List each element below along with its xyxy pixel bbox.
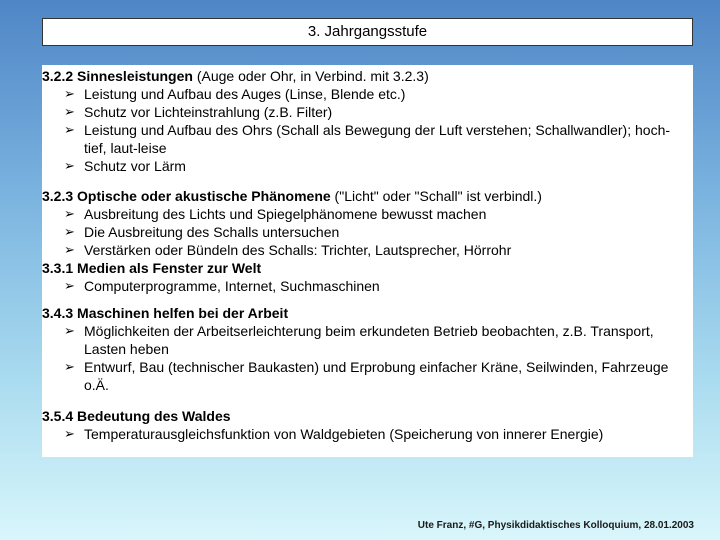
footer-credit: Ute Franz, #G, Physikdidaktisches Kolloquium, 28.01.2003	[417, 520, 694, 531]
arrow-bullet-icon: ➢	[64, 206, 75, 221]
section-suffix: (Auge oder Ohr, in Verbind. mit 3.2.3)	[192, 68, 429, 84]
list-item-text: Temperaturausgleichsfunktion von Waldgebieten (Speicherung von innerer Energie)	[84, 426, 604, 442]
section-3-4-3	[42, 304, 687, 394]
section-3-2-3	[42, 187, 687, 259]
list-item-text: Schutz vor Lichteinstrahlung (z.B. Filter)	[84, 104, 333, 120]
arrow-bullet-icon: ➢	[64, 158, 75, 173]
list-item-text: Leistung und Aufbau des Ohrs (Schall als Bewegung der Luft verstehen; Schallwandler); hoch-tief, laut-leise	[84, 122, 671, 156]
section-suffix: ("Licht" oder "Schall" ist verbindl.)	[330, 188, 542, 204]
list-item	[42, 277, 687, 295]
list-item-text: Entwurf, Bau (technischer Baukasten) und Erprobung einfacher Kräne, Seilwinden, Fahrzeuge o.Ä.	[84, 359, 669, 393]
bullet-list	[42, 425, 687, 443]
list-item	[42, 121, 687, 157]
arrow-bullet-icon: ➢	[64, 359, 75, 374]
section-heading	[42, 304, 687, 322]
section-number-title: 3.2.3 Optische oder akustische Phänomene	[42, 188, 331, 204]
list-item	[42, 223, 687, 241]
curriculum-content	[42, 65, 693, 457]
bullet-list	[42, 322, 687, 394]
bullet-list	[42, 85, 687, 175]
bullet-list	[42, 277, 687, 295]
section-3-2-2	[42, 67, 687, 175]
arrow-bullet-icon: ➢	[64, 323, 75, 338]
list-item	[42, 322, 687, 358]
section-number-title: 3.4.3 Maschinen helfen bei der Arbeit	[42, 305, 289, 321]
arrow-bullet-icon: ➢	[64, 242, 75, 257]
list-item	[42, 358, 687, 394]
section-heading	[42, 259, 687, 277]
list-item	[42, 241, 687, 259]
list-item-text: Ausbreitung des Lichts und Spiegelphänomene bewusst machen	[84, 206, 487, 222]
list-item-text: Verstärken oder Bündeln des Schalls: Trichter, Lautsprecher, Hörrohr	[84, 242, 512, 258]
list-item-text: Die Ausbreitung des Schalls untersuchen	[84, 224, 340, 240]
list-item	[42, 85, 687, 103]
arrow-bullet-icon: ➢	[64, 86, 75, 101]
section-3-5-4	[42, 407, 687, 443]
list-item-text: Leistung und Aufbau des Auges (Linse, Blende etc.)	[84, 86, 406, 102]
section-heading	[42, 67, 687, 85]
bullet-list	[42, 205, 687, 259]
arrow-bullet-icon: ➢	[64, 224, 75, 239]
arrow-bullet-icon: ➢	[64, 104, 75, 119]
section-number-title: 3.5.4 Bedeutung des Waldes	[42, 408, 231, 424]
section-3-3-1	[42, 259, 687, 295]
arrow-bullet-icon: ➢	[64, 278, 75, 293]
list-item	[42, 103, 687, 121]
list-item	[42, 425, 687, 443]
list-item-text: Schutz vor Lärm	[84, 158, 186, 174]
slide-title: 3. Jahrgangsstufe	[42, 18, 693, 46]
section-heading	[42, 407, 687, 425]
list-item	[42, 205, 687, 223]
arrow-bullet-icon: ➢	[64, 122, 75, 137]
list-item-text: Computerprogramme, Internet, Suchmaschinen	[84, 278, 380, 294]
arrow-bullet-icon: ➢	[64, 426, 75, 441]
list-item	[42, 157, 687, 175]
section-heading	[42, 187, 687, 205]
section-number-title: 3.3.1 Medien als Fenster zur Welt	[42, 260, 262, 276]
list-item-text: Möglichkeiten der Arbeitserleichterung beim erkundeten Betrieb beobachten, z.B. Transport, Lasten heben	[84, 323, 654, 357]
section-number-title: 3.2.2 Sinnesleistungen	[42, 68, 193, 84]
